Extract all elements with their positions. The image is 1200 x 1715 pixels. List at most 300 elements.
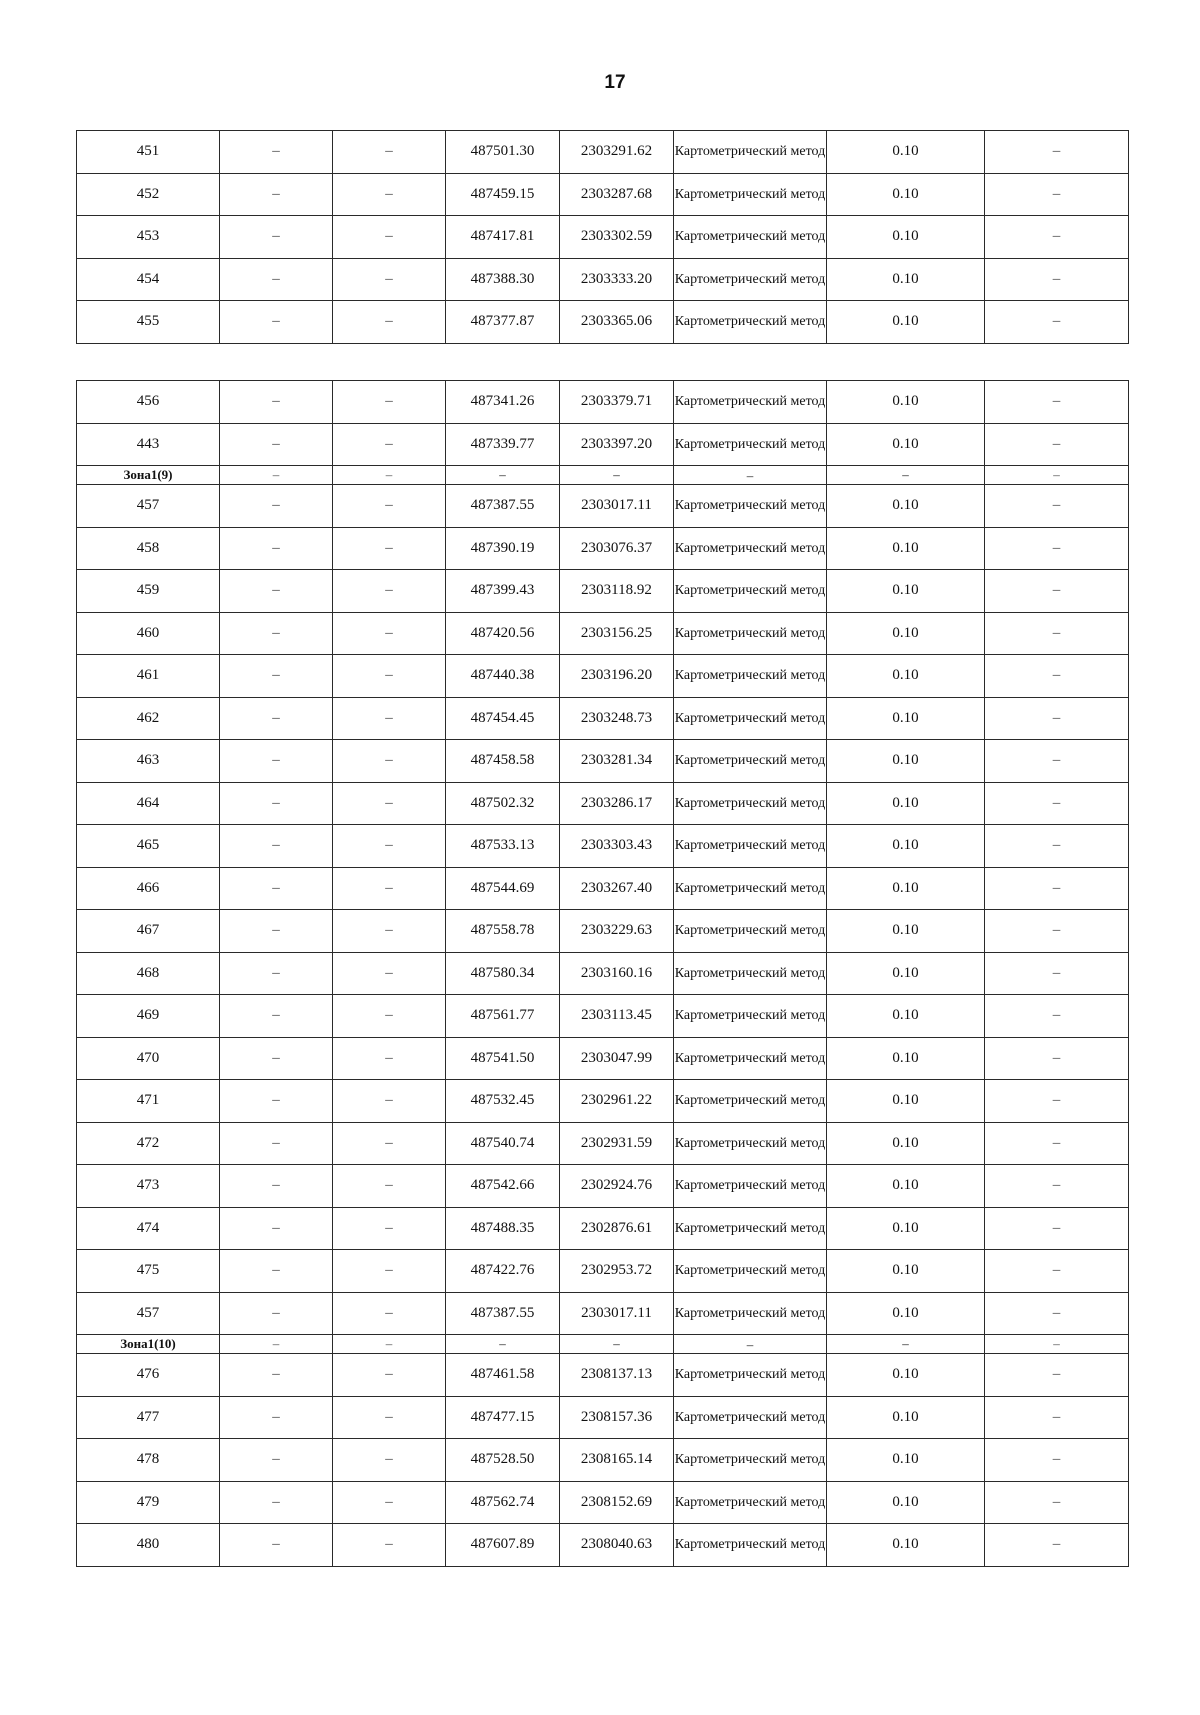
- point-number-cell: 477: [77, 1396, 220, 1439]
- accuracy-cell: 0.10: [827, 910, 985, 953]
- dash-cell: –: [985, 1524, 1129, 1567]
- dash-cell: –: [333, 131, 446, 174]
- accuracy-cell: 0.10: [827, 301, 985, 344]
- x-coordinate-cell: 487502.32: [446, 782, 560, 825]
- dash-cell: –: [985, 1165, 1129, 1208]
- table-body: [77, 131, 1129, 344]
- method-cell: Картометрический метод: [674, 301, 827, 344]
- table-row: [77, 1292, 1129, 1335]
- method-cell: Картометрический метод: [674, 1080, 827, 1123]
- point-number-cell: 469: [77, 995, 220, 1038]
- dash-cell: –: [220, 381, 333, 424]
- y-coordinate-cell: 2303017.11: [560, 1292, 674, 1335]
- point-number-cell: 462: [77, 697, 220, 740]
- dash-cell: –: [333, 1250, 446, 1293]
- accuracy-cell: 0.10: [827, 740, 985, 783]
- x-coordinate-cell: 487558.78: [446, 910, 560, 953]
- point-number-cell: 478: [77, 1439, 220, 1482]
- point-number-cell: 459: [77, 570, 220, 613]
- accuracy-cell: 0.10: [827, 1396, 985, 1439]
- dash-cell: –: [220, 423, 333, 466]
- accuracy-cell: 0.10: [827, 1481, 985, 1524]
- method-cell: Картометрический метод: [674, 1439, 827, 1482]
- dash-cell: –: [985, 697, 1129, 740]
- point-number-cell: 465: [77, 825, 220, 868]
- dash-cell: –: [985, 1481, 1129, 1524]
- dash-cell: –: [333, 612, 446, 655]
- y-coordinate-cell: 2308165.14: [560, 1439, 674, 1482]
- accuracy-cell: 0.10: [827, 1524, 985, 1567]
- table-row: [77, 570, 1129, 613]
- accuracy-cell: 0.10: [827, 612, 985, 655]
- dash-cell: –: [333, 952, 446, 995]
- accuracy-cell: 0.10: [827, 131, 985, 174]
- table-row: [77, 485, 1129, 528]
- dash-cell: –: [220, 612, 333, 655]
- x-coordinate-cell: 487387.55: [446, 485, 560, 528]
- accuracy-cell: 0.10: [827, 423, 985, 466]
- dash-cell: –: [333, 782, 446, 825]
- dash-cell: –: [220, 1524, 333, 1567]
- table-row: [77, 1037, 1129, 1080]
- accuracy-cell: 0.10: [827, 1354, 985, 1397]
- y-coordinate-cell: 2303196.20: [560, 655, 674, 698]
- table-row: [77, 1207, 1129, 1250]
- x-coordinate-cell: 487533.13: [446, 825, 560, 868]
- dash-cell: –: [333, 1481, 446, 1524]
- dash-cell: –: [985, 216, 1129, 259]
- dash-cell: –: [985, 423, 1129, 466]
- method-cell: Картометрический метод: [674, 527, 827, 570]
- y-coordinate-cell: 2303281.34: [560, 740, 674, 783]
- x-coordinate-cell: 487388.30: [446, 258, 560, 301]
- dash-cell: –: [220, 740, 333, 783]
- accuracy-cell: –: [827, 466, 985, 485]
- dash-cell: –: [333, 995, 446, 1038]
- table-row: [77, 825, 1129, 868]
- x-coordinate-cell: 487528.50: [446, 1439, 560, 1482]
- table-row: [77, 131, 1129, 174]
- accuracy-cell: 0.10: [827, 1439, 985, 1482]
- dash-cell: –: [985, 1250, 1129, 1293]
- x-coordinate-cell: –: [446, 1335, 560, 1354]
- method-cell: Картометрический метод: [674, 570, 827, 613]
- table-row: [77, 1439, 1129, 1482]
- table-row: [77, 995, 1129, 1038]
- page-number: 17: [604, 72, 626, 93]
- dash-cell: –: [985, 527, 1129, 570]
- method-cell: Картометрический метод: [674, 952, 827, 995]
- dash-cell: –: [333, 1335, 446, 1354]
- accuracy-cell: 0.10: [827, 1080, 985, 1123]
- accuracy-cell: 0.10: [827, 527, 985, 570]
- dash-cell: –: [220, 527, 333, 570]
- dash-cell: –: [985, 131, 1129, 174]
- dash-cell: –: [333, 1354, 446, 1397]
- x-coordinate-cell: 487417.81: [446, 216, 560, 259]
- point-number-cell: 455: [77, 301, 220, 344]
- point-number-cell: 467: [77, 910, 220, 953]
- dash-cell: –: [220, 655, 333, 698]
- accuracy-cell: 0.10: [827, 1250, 985, 1293]
- table-row: [77, 1396, 1129, 1439]
- table-row: [77, 1080, 1129, 1123]
- x-coordinate-cell: 487454.45: [446, 697, 560, 740]
- y-coordinate-cell: 2303076.37: [560, 527, 674, 570]
- dash-cell: –: [220, 1122, 333, 1165]
- coordinates-table-bottom: [76, 380, 1129, 1567]
- accuracy-cell: 0.10: [827, 381, 985, 424]
- method-cell: Картометрический метод: [674, 1354, 827, 1397]
- y-coordinate-cell: 2303160.16: [560, 952, 674, 995]
- y-coordinate-cell: 2303287.68: [560, 173, 674, 216]
- y-coordinate-cell: 2303156.25: [560, 612, 674, 655]
- dash-cell: –: [220, 1207, 333, 1250]
- y-coordinate-cell: 2303333.20: [560, 258, 674, 301]
- dash-cell: –: [220, 485, 333, 528]
- method-cell: Картометрический метод: [674, 173, 827, 216]
- dash-cell: –: [985, 1396, 1129, 1439]
- method-cell: Картометрический метод: [674, 867, 827, 910]
- point-number-cell: 464: [77, 782, 220, 825]
- table-row: [77, 910, 1129, 953]
- dash-cell: –: [333, 258, 446, 301]
- method-cell: Картометрический метод: [674, 423, 827, 466]
- y-coordinate-cell: 2308137.13: [560, 1354, 674, 1397]
- y-coordinate-cell: 2303267.40: [560, 867, 674, 910]
- dash-cell: –: [333, 381, 446, 424]
- x-coordinate-cell: 487461.58: [446, 1354, 560, 1397]
- table-row: [77, 867, 1129, 910]
- y-coordinate-cell: 2303291.62: [560, 131, 674, 174]
- method-cell: Картометрический метод: [674, 131, 827, 174]
- x-coordinate-cell: 487399.43: [446, 570, 560, 613]
- dash-cell: –: [220, 825, 333, 868]
- table-body: [77, 381, 1129, 1567]
- dash-cell: –: [220, 1292, 333, 1335]
- dash-cell: –: [333, 1207, 446, 1250]
- x-coordinate-cell: 487607.89: [446, 1524, 560, 1567]
- point-number-cell: 472: [77, 1122, 220, 1165]
- y-coordinate-cell: 2302876.61: [560, 1207, 674, 1250]
- dash-cell: –: [333, 1165, 446, 1208]
- accuracy-cell: 0.10: [827, 1165, 985, 1208]
- point-number-cell: 454: [77, 258, 220, 301]
- dash-cell: –: [333, 825, 446, 868]
- x-coordinate-cell: 487390.19: [446, 527, 560, 570]
- y-coordinate-cell: 2302961.22: [560, 1080, 674, 1123]
- dash-cell: –: [333, 697, 446, 740]
- table-row: [77, 1165, 1129, 1208]
- dash-cell: –: [333, 466, 446, 485]
- dash-cell: –: [220, 952, 333, 995]
- dash-cell: –: [985, 825, 1129, 868]
- dash-cell: –: [333, 570, 446, 613]
- x-coordinate-cell: 487540.74: [446, 1122, 560, 1165]
- accuracy-cell: 0.10: [827, 1037, 985, 1080]
- dash-cell: –: [985, 173, 1129, 216]
- table-row: [77, 423, 1129, 466]
- y-coordinate-cell: 2308040.63: [560, 1524, 674, 1567]
- zone-name-cell: Зона1(9): [77, 466, 220, 485]
- y-coordinate-cell: 2303365.06: [560, 301, 674, 344]
- dash-cell: –: [220, 466, 333, 485]
- dash-cell: –: [333, 867, 446, 910]
- x-coordinate-cell: 487562.74: [446, 1481, 560, 1524]
- point-number-cell: 475: [77, 1250, 220, 1293]
- accuracy-cell: 0.10: [827, 1207, 985, 1250]
- dash-cell: –: [985, 782, 1129, 825]
- dash-cell: –: [220, 131, 333, 174]
- y-coordinate-cell: 2303047.99: [560, 1037, 674, 1080]
- dash-cell: –: [220, 1037, 333, 1080]
- method-cell: Картометрический метод: [674, 381, 827, 424]
- method-cell: Картометрический метод: [674, 1165, 827, 1208]
- dash-cell: –: [220, 216, 333, 259]
- x-coordinate-cell: 487542.66: [446, 1165, 560, 1208]
- dash-cell: –: [985, 910, 1129, 953]
- x-coordinate-cell: 487477.15: [446, 1396, 560, 1439]
- accuracy-cell: 0.10: [827, 952, 985, 995]
- dash-cell: –: [220, 867, 333, 910]
- dash-cell: –: [985, 1207, 1129, 1250]
- dash-cell: –: [333, 1080, 446, 1123]
- accuracy-cell: 0.10: [827, 825, 985, 868]
- method-cell: Картометрический метод: [674, 1037, 827, 1080]
- table-row: [77, 527, 1129, 570]
- y-coordinate-cell: 2303379.71: [560, 381, 674, 424]
- point-number-cell: 468: [77, 952, 220, 995]
- point-number-cell: 456: [77, 381, 220, 424]
- table-row: [77, 258, 1129, 301]
- method-cell: Картометрический метод: [674, 995, 827, 1038]
- x-coordinate-cell: 487561.77: [446, 995, 560, 1038]
- dash-cell: –: [220, 995, 333, 1038]
- point-number-cell: 474: [77, 1207, 220, 1250]
- x-coordinate-cell: 487422.76: [446, 1250, 560, 1293]
- accuracy-cell: 0.10: [827, 697, 985, 740]
- point-number-cell: 461: [77, 655, 220, 698]
- accuracy-cell: 0.10: [827, 216, 985, 259]
- method-cell: Картометрический метод: [674, 485, 827, 528]
- method-cell: Картометрический метод: [674, 825, 827, 868]
- accuracy-cell: 0.10: [827, 655, 985, 698]
- dash-cell: –: [333, 655, 446, 698]
- y-coordinate-cell: 2308152.69: [560, 1481, 674, 1524]
- dash-cell: –: [220, 1335, 333, 1354]
- zone-header-row: [77, 466, 1129, 485]
- dash-cell: –: [220, 1396, 333, 1439]
- dash-cell: –: [985, 1122, 1129, 1165]
- point-number-cell: 479: [77, 1481, 220, 1524]
- dash-cell: –: [220, 1439, 333, 1482]
- method-cell: Картометрический метод: [674, 1292, 827, 1335]
- dash-cell: –: [220, 1354, 333, 1397]
- method-cell: Картометрический метод: [674, 655, 827, 698]
- x-coordinate-cell: 487458.58: [446, 740, 560, 783]
- method-cell: Картометрический метод: [674, 740, 827, 783]
- dash-cell: –: [985, 1037, 1129, 1080]
- dash-cell: –: [220, 1481, 333, 1524]
- x-coordinate-cell: 487541.50: [446, 1037, 560, 1080]
- point-number-cell: 457: [77, 485, 220, 528]
- dash-cell: –: [220, 173, 333, 216]
- dash-cell: –: [220, 1250, 333, 1293]
- x-coordinate-cell: 487459.15: [446, 173, 560, 216]
- x-coordinate-cell: 487488.35: [446, 1207, 560, 1250]
- y-coordinate-cell: 2303248.73: [560, 697, 674, 740]
- dash-cell: –: [220, 301, 333, 344]
- dash-cell: –: [333, 1122, 446, 1165]
- dash-cell: –: [220, 570, 333, 613]
- dash-cell: –: [333, 910, 446, 953]
- x-coordinate-cell: 487420.56: [446, 612, 560, 655]
- table-row: [77, 655, 1129, 698]
- x-coordinate-cell: 487440.38: [446, 655, 560, 698]
- point-number-cell: 466: [77, 867, 220, 910]
- dash-cell: –: [333, 527, 446, 570]
- method-cell: –: [674, 1335, 827, 1354]
- accuracy-cell: 0.10: [827, 782, 985, 825]
- table-row: [77, 1481, 1129, 1524]
- y-coordinate-cell: 2303286.17: [560, 782, 674, 825]
- table-row: [77, 952, 1129, 995]
- x-coordinate-cell: 487339.77: [446, 423, 560, 466]
- y-coordinate-cell: 2303303.43: [560, 825, 674, 868]
- dash-cell: –: [333, 173, 446, 216]
- method-cell: Картометрический метод: [674, 782, 827, 825]
- y-coordinate-cell: 2302953.72: [560, 1250, 674, 1293]
- dash-cell: –: [985, 381, 1129, 424]
- y-coordinate-cell: 2302931.59: [560, 1122, 674, 1165]
- y-coordinate-cell: 2303113.45: [560, 995, 674, 1038]
- point-number-cell: 463: [77, 740, 220, 783]
- dash-cell: –: [333, 740, 446, 783]
- table-row: [77, 612, 1129, 655]
- point-number-cell: 457: [77, 1292, 220, 1335]
- table-row: [77, 216, 1129, 259]
- dash-cell: –: [220, 1165, 333, 1208]
- point-number-cell: 460: [77, 612, 220, 655]
- y-coordinate-cell: –: [560, 1335, 674, 1354]
- method-cell: Картометрический метод: [674, 697, 827, 740]
- dash-cell: –: [985, 612, 1129, 655]
- dash-cell: –: [333, 216, 446, 259]
- method-cell: Картометрический метод: [674, 1481, 827, 1524]
- y-coordinate-cell: 2303397.20: [560, 423, 674, 466]
- dash-cell: –: [985, 1354, 1129, 1397]
- dash-cell: –: [333, 1037, 446, 1080]
- dash-cell: –: [333, 1292, 446, 1335]
- accuracy-cell: 0.10: [827, 995, 985, 1038]
- method-cell: Картометрический метод: [674, 1122, 827, 1165]
- dash-cell: –: [220, 910, 333, 953]
- dash-cell: –: [333, 1439, 446, 1482]
- table-row: [77, 173, 1129, 216]
- point-number-cell: 473: [77, 1165, 220, 1208]
- dash-cell: –: [985, 1292, 1129, 1335]
- method-cell: Картометрический метод: [674, 1250, 827, 1293]
- accuracy-cell: 0.10: [827, 1292, 985, 1335]
- x-coordinate-cell: 487341.26: [446, 381, 560, 424]
- y-coordinate-cell: 2303302.59: [560, 216, 674, 259]
- accuracy-cell: 0.10: [827, 485, 985, 528]
- dash-cell: –: [985, 466, 1129, 485]
- point-number-cell: 471: [77, 1080, 220, 1123]
- point-number-cell: 480: [77, 1524, 220, 1567]
- dash-cell: –: [985, 1080, 1129, 1123]
- dash-cell: –: [333, 301, 446, 344]
- table-row: [77, 1250, 1129, 1293]
- dash-cell: –: [985, 485, 1129, 528]
- table-row: [77, 1122, 1129, 1165]
- dash-cell: –: [220, 782, 333, 825]
- dash-cell: –: [985, 1439, 1129, 1482]
- dash-cell: –: [985, 740, 1129, 783]
- dash-cell: –: [333, 485, 446, 528]
- table-row: [77, 1524, 1129, 1567]
- x-coordinate-cell: 487532.45: [446, 1080, 560, 1123]
- dash-cell: –: [985, 995, 1129, 1038]
- method-cell: Картометрический метод: [674, 258, 827, 301]
- dash-cell: –: [220, 697, 333, 740]
- dash-cell: –: [333, 1396, 446, 1439]
- dash-cell: –: [220, 1080, 333, 1123]
- method-cell: Картометрический метод: [674, 1396, 827, 1439]
- y-coordinate-cell: 2303017.11: [560, 485, 674, 528]
- x-coordinate-cell: 487544.69: [446, 867, 560, 910]
- method-cell: Картометрический метод: [674, 612, 827, 655]
- table-row: [77, 740, 1129, 783]
- coordinates-table-top: [76, 130, 1129, 344]
- point-number-cell: 458: [77, 527, 220, 570]
- zone-name-cell: Зона1(10): [77, 1335, 220, 1354]
- point-number-cell: 476: [77, 1354, 220, 1397]
- table-row: [77, 381, 1129, 424]
- accuracy-cell: 0.10: [827, 173, 985, 216]
- x-coordinate-cell: 487501.30: [446, 131, 560, 174]
- dash-cell: –: [985, 258, 1129, 301]
- dash-cell: –: [985, 570, 1129, 613]
- table-row: [77, 301, 1129, 344]
- dash-cell: –: [333, 1524, 446, 1567]
- table-row: [77, 697, 1129, 740]
- method-cell: Картометрический метод: [674, 1524, 827, 1567]
- table-row: [77, 782, 1129, 825]
- dash-cell: –: [985, 1335, 1129, 1354]
- dash-cell: –: [985, 952, 1129, 995]
- table-row: [77, 1354, 1129, 1397]
- method-cell: –: [674, 466, 827, 485]
- dash-cell: –: [985, 655, 1129, 698]
- y-coordinate-cell: –: [560, 466, 674, 485]
- x-coordinate-cell: 487580.34: [446, 952, 560, 995]
- y-coordinate-cell: 2303118.92: [560, 570, 674, 613]
- accuracy-cell: 0.10: [827, 867, 985, 910]
- x-coordinate-cell: –: [446, 466, 560, 485]
- dash-cell: –: [333, 423, 446, 466]
- dash-cell: –: [220, 258, 333, 301]
- point-number-cell: 470: [77, 1037, 220, 1080]
- method-cell: Картометрический метод: [674, 216, 827, 259]
- x-coordinate-cell: 487377.87: [446, 301, 560, 344]
- method-cell: Картометрический метод: [674, 1207, 827, 1250]
- accuracy-cell: –: [827, 1335, 985, 1354]
- y-coordinate-cell: 2303229.63: [560, 910, 674, 953]
- x-coordinate-cell: 487387.55: [446, 1292, 560, 1335]
- accuracy-cell: 0.10: [827, 1122, 985, 1165]
- dash-cell: –: [985, 301, 1129, 344]
